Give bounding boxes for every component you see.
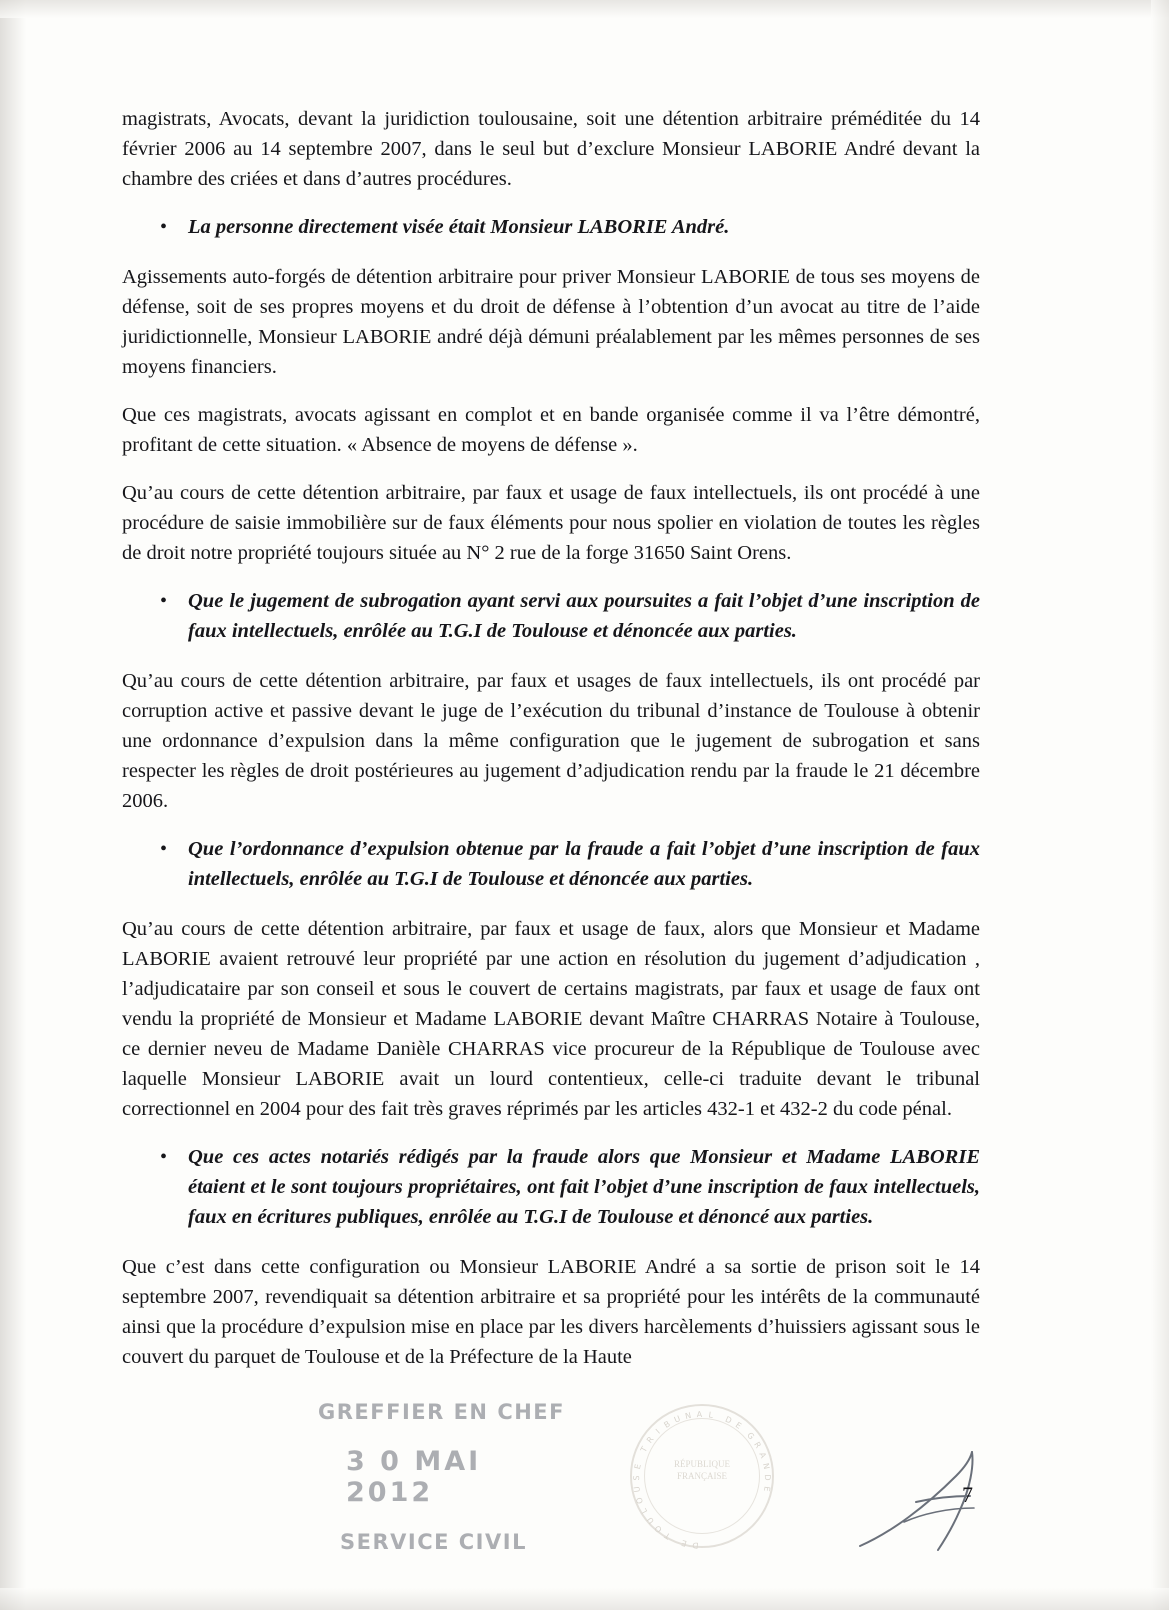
seal-center-text: RÉPUBLIQUE FRANÇAISE [674,1459,730,1481]
seal-char: A [757,1450,769,1460]
seal-char: E [632,1462,643,1471]
bullet-item-1 [122,212,980,242]
seal-char: N [760,1462,772,1471]
official-round-seal [630,1404,774,1548]
seal-char: S [631,1474,642,1481]
seal-char: E [762,1485,772,1493]
bullet-marker-icon: • [160,216,168,238]
paragraph-2: Agissements auto-forgés de détention arbitraire pour priver Monsieur LABORIE de tous ses moyens de défense, soit de ses propres moyens et du droit de défense à l’obtention d’un avocat au titre de l’aide juridictionnelle, Monsieur LABORIE andré déjà démuni préalablement par les mêmes personnes de ses moyens financiers. [122,266,980,378]
court-clerk-stamp [318,1400,578,1554]
seal-char: R [644,1434,656,1445]
bullet-marker-icon: • [160,838,168,860]
seal-char: E [680,1537,688,1549]
seal-char: U [632,1485,643,1493]
seal-char: L [708,1410,715,1420]
handwritten-signature [852,1428,1012,1558]
document-body [122,104,980,1390]
seal-char: T [662,1530,672,1541]
scan-edge-top [0,0,1169,18]
bullet-item-4 [122,1142,980,1232]
seal-char: R [752,1440,763,1451]
bullet-item-4-text: Que ces actes notariés rédigés par la fraude alors que Monsieur et Madame LABORIE étaient et le sont toujours propriétaires, ont fait l’objet d’une inscription de faux intellectuels, faux en écritures publiques, enrôlée au T.G.I de Toulouse et dénoncé aux parties. [188,1146,980,1228]
seal-char: D [723,1414,734,1426]
paragraph-6: Qu’au cours de cette détention arbitraire, par faux et usage de faux, alors que Monsieur et Madame LABORIE avaient retrouvé leur propriété par une action en résolution du jugement d’adjudication , l’adjudicataire par son conseil et sous le couvert de certains magistrats, par faux et usage de faux ont vendu la propriété de Monsieur et Madame LABORIE devant Maître CHARRAS Notaire à Toulouse, ce dernier neveu de Madame Danièle CHARRAS vice procureur de la République de Toulouse avec laquelle Monsieur LABORIE avait un lourd contentieux, celle-ci traduite devant le tribunal correctionnel en 2004 pour des fait très graves réprimés par les articles 432-1 et 432-2 du code pénal. [122,918,980,1120]
scan-edge-right [1151,0,1169,1610]
paragraph-3: Que ces magistrats, avocats agissant en complot et en bande organisée comme il va l’être démontré, profitant de cette situation. « Absence de moyens de défense ». [122,404,980,456]
page-number: 7 [962,1482,973,1507]
seal-char: B [662,1419,673,1430]
seal-char: O [652,1523,664,1535]
paragraph-4: Qu’au cours de cette détention arbitraire, par faux et usage de faux intellectuels, ils ont procédé à une procédure de saisie immobilière sur de faux éléments pour nous spolier en violation de toutes les règles de droit notre propriété toujours située au N° 2 rue de la forge 31650 Saint Orens. [122,482,980,564]
bullet-item-1-text: La personne directement visée était Monsieur LABORIE André. [188,216,730,238]
bullet-item-2-text: Que le jugement de subrogation ayant servi aux poursuites a fait l’objet d’une inscription de faux intellectuels, enrôlée au T.G.I de Toulouse et dénoncée aux parties. [188,590,980,642]
seal-char: G [745,1430,757,1442]
stamp-date: 3 0 MAI 2012 [346,1446,482,1508]
seal-char: N [684,1410,693,1422]
seal-char: T [638,1444,650,1454]
seal-char: O [634,1495,646,1505]
bullet-item-3 [122,834,980,894]
seal-char: D [691,1540,699,1550]
paragraph-5: Qu’au cours de cette détention arbitraire, par faux et usages de faux intellectuels, ils ont procédé par corruption active et passive devant le juge de l’exécution du tribunal d’instance de Toulouse à obtenir une ordonnance d’expulsion dans la même configuration que le jugement de subrogation et sans respecter les règles de droit postérieures au jugement d’adjudication rendu par la fraude le 21 décembre 2006. [122,670,980,812]
scan-edge-bottom [0,1588,1169,1610]
seal-char: A [696,1409,703,1420]
paragraph-7: Que c’est dans cette configuration ou Monsieur LABORIE André a sa sortie de prison soit le 14 septembre 2007, revendiquait sa détention arbitraire et sa propriété pour les intérêts de la communauté ainsi que la procédure d’expulsion mise en place par les divers harcèlements d’huissiers agissant sous le couvert du parquet de Toulouse et de la Préfecture de la Haute [122,1256,980,1368]
seal-char: E [733,1420,744,1431]
stamp-service: SERVICE CIVIL [340,1530,527,1554]
seal-char: U [672,1413,683,1425]
paragraph-1: magistrats, Avocats, devant la juridiction toulousaine, soit une détention arbitraire préméditée du 14 février 2006 au 14 septembre 2007, dans le seul but d’exclure Monsieur LABORIE André devant la chambre des criées et dans d’autres procédures. [122,108,980,190]
seal-char: D [762,1474,773,1482]
seal-char: I [654,1427,663,1436]
seal-char: U [644,1515,656,1526]
bullet-marker-icon: • [160,590,168,612]
scan-edge-left [0,0,26,1610]
bullet-marker-icon: • [160,1146,168,1168]
bullet-item-2 [122,586,980,646]
stamp-title: GREFFIER EN CHEF [318,1400,565,1424]
bullet-item-3-text: Que l’ordonnance d’expulsion obtenue par la fraude a fait l’objet d’une inscription de faux intellectuels, enrôlée au T.G.I de Toulouse et dénoncée aux parties. [188,838,980,890]
seal-char: L [639,1506,650,1516]
